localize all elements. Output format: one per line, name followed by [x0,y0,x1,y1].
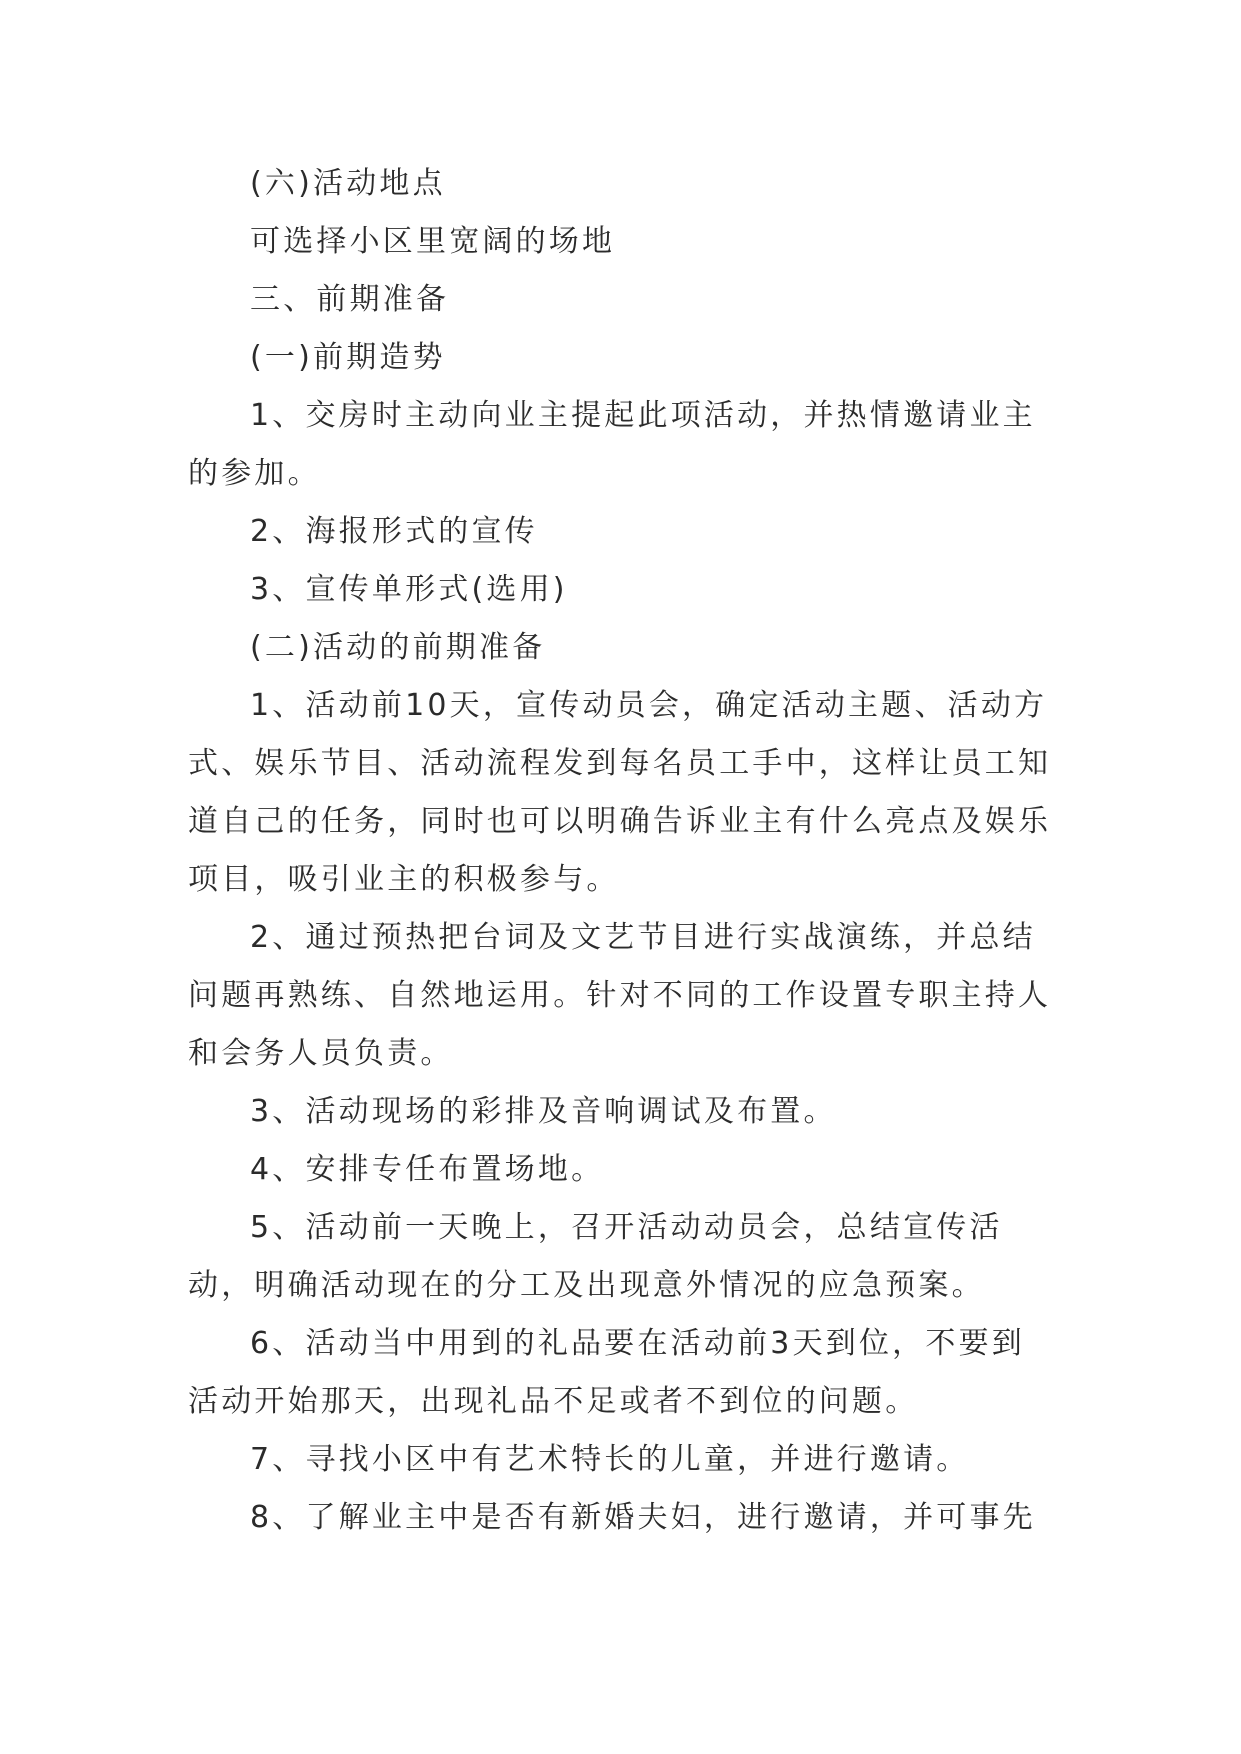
document-body [188,155,1058,1547]
list-item: 2、通过预热把台词及文艺节目进行实战演练，并总结问题再熟练、自然地运用。针对不同的工作设置专职主持人和会务人员负责。 [188,920,1052,1071]
list-item: 7、寻找小区中有艺术特长的儿童，并进行邀请。 [250,1442,970,1477]
subheading-early-preparation: (二)活动的前期准备 [250,630,546,665]
list-item: 3、宣传单形式(选用) [250,572,568,607]
subheading-promotion: (一)前期造势 [250,340,446,375]
list-item: 8、了解业主中是否有新婚夫妇，进行邀请，并可事先 [250,1500,1036,1535]
list-item: 5、活动前一天晚上，召开活动动员会，总结宣传活动，明确活动现在的分工及出现意外情况的应急预案。 [188,1210,1003,1303]
list-item: 3、活动现场的彩排及音响调试及布置。 [250,1094,837,1129]
list-item: 4、安排专任布置场地。 [250,1152,605,1187]
list-item: 6、活动当中用到的礼品要在活动前3天到位，不要到活动开始那天，出现礼品不足或者不到位的问题。 [188,1326,1025,1419]
list-item: 2、海报形式的宣传 [250,514,538,549]
list-item: 1、交房时主动向业主提起此项活动，并热情邀请业主的参加。 [188,398,1036,491]
paragraph-venue: 可选择小区里宽阔的场地 [250,224,616,259]
list-item: 1、活动前10天，宣传动员会，确定活动主题、活动方式、娱乐节目、活动流程发到每名员工手中，这样让员工知道自己的任务，同时也可以明确告诉业主有什么亮点及娱乐项目，吸引业主的积极参与。 [188,688,1052,897]
heading-venue: (六)活动地点 [250,166,446,201]
section-heading-preparation: 三、前期准备 [250,282,450,317]
